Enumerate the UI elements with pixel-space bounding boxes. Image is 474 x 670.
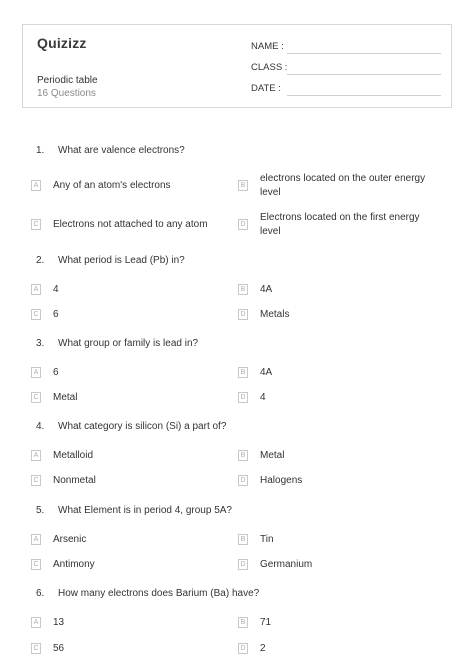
question-number: 1. <box>36 145 45 156</box>
question-text: What Element is in period 4, group 5A? <box>58 505 232 516</box>
class-label: CLASS : <box>251 62 288 73</box>
option-letter-box: B <box>238 450 248 461</box>
option-letter-box: A <box>31 617 41 628</box>
class-line <box>287 74 441 75</box>
option-text: electrons located on the outer energy level <box>260 173 426 198</box>
question-number: 2. <box>36 255 45 266</box>
option-text: 71 <box>260 617 272 628</box>
option-text: 4A <box>260 284 273 295</box>
option-letter-box: C <box>31 219 41 230</box>
option-text: Metal <box>53 392 78 403</box>
option-letter-box: D <box>238 309 248 320</box>
date-line <box>287 95 441 96</box>
question-text: What period is Lead (Pb) in? <box>58 255 185 266</box>
option-letter-box: D <box>238 392 248 403</box>
option-text: Germanium <box>260 559 313 570</box>
option-letter-box: B <box>238 284 248 295</box>
option-text: 6 <box>53 309 59 320</box>
option-text: Electrons located on the first energy level <box>260 212 420 237</box>
option-text: 6 <box>53 367 59 378</box>
option-text: Tin <box>260 534 274 545</box>
option-letter-box: C <box>31 643 41 654</box>
date-label: DATE : <box>251 83 281 94</box>
question-number: 4. <box>36 421 45 432</box>
option-text: Any of an atom's electrons <box>53 180 171 191</box>
option-letter-box: A <box>31 450 41 461</box>
question-number: 6. <box>36 588 45 599</box>
option-letter-box: D <box>238 475 248 486</box>
question-text: What are valence electrons? <box>58 145 185 156</box>
option-letter-box: C <box>31 559 41 570</box>
option-letter-box: B <box>238 367 248 378</box>
option-letter-box: A <box>31 180 41 191</box>
option-letter-box: D <box>238 219 248 230</box>
question-text: What group or family is lead in? <box>58 338 199 349</box>
option-letter-box: C <box>31 392 41 403</box>
option-letter-box: A <box>31 534 41 545</box>
option-text: Arsenic <box>53 534 87 545</box>
option-letter-box: B <box>238 180 248 191</box>
option-letter-box: B <box>238 534 248 545</box>
question-text: What category is silicon (Si) a part of? <box>58 421 227 432</box>
name-field[interactable] <box>251 41 441 55</box>
option-letter-box: B <box>238 617 248 628</box>
option-letter-box: D <box>238 559 248 570</box>
option-text: Nonmetal <box>53 475 96 486</box>
worksheet-title: Periodic table <box>37 75 98 86</box>
option-text: 4 <box>260 392 266 403</box>
option-text: Electrons not attached to any atom <box>53 219 208 230</box>
name-line <box>287 53 441 54</box>
question-text: How many electrons does Barium (Ba) have? <box>58 588 260 599</box>
option-text: Antimony <box>53 559 95 570</box>
quizizz-logo: Quizizz <box>37 35 87 51</box>
option-letter-box: A <box>31 367 41 378</box>
option-text: Metals <box>260 309 290 320</box>
option-letter-box: D <box>238 643 248 654</box>
option-letter-box: C <box>31 475 41 486</box>
option-text: Metalloid <box>53 450 94 461</box>
option-text: 4 <box>53 284 59 295</box>
option-text: 4A <box>260 367 273 378</box>
option-text: 13 <box>53 617 65 628</box>
class-field[interactable] <box>251 62 441 76</box>
option-text: Halogens <box>260 475 303 486</box>
option-text: 2 <box>260 643 266 654</box>
name-label: NAME : <box>251 41 284 52</box>
worksheet-header <box>22 24 452 108</box>
option-text: 56 <box>53 643 65 654</box>
date-field[interactable] <box>251 83 441 97</box>
question-count: 16 Questions <box>37 88 96 99</box>
option-letter-box: A <box>31 284 41 295</box>
option-letter-box: C <box>31 309 41 320</box>
question-number: 3. <box>36 338 45 349</box>
question-number: 5. <box>36 505 45 516</box>
option-text: Metal <box>260 450 285 461</box>
